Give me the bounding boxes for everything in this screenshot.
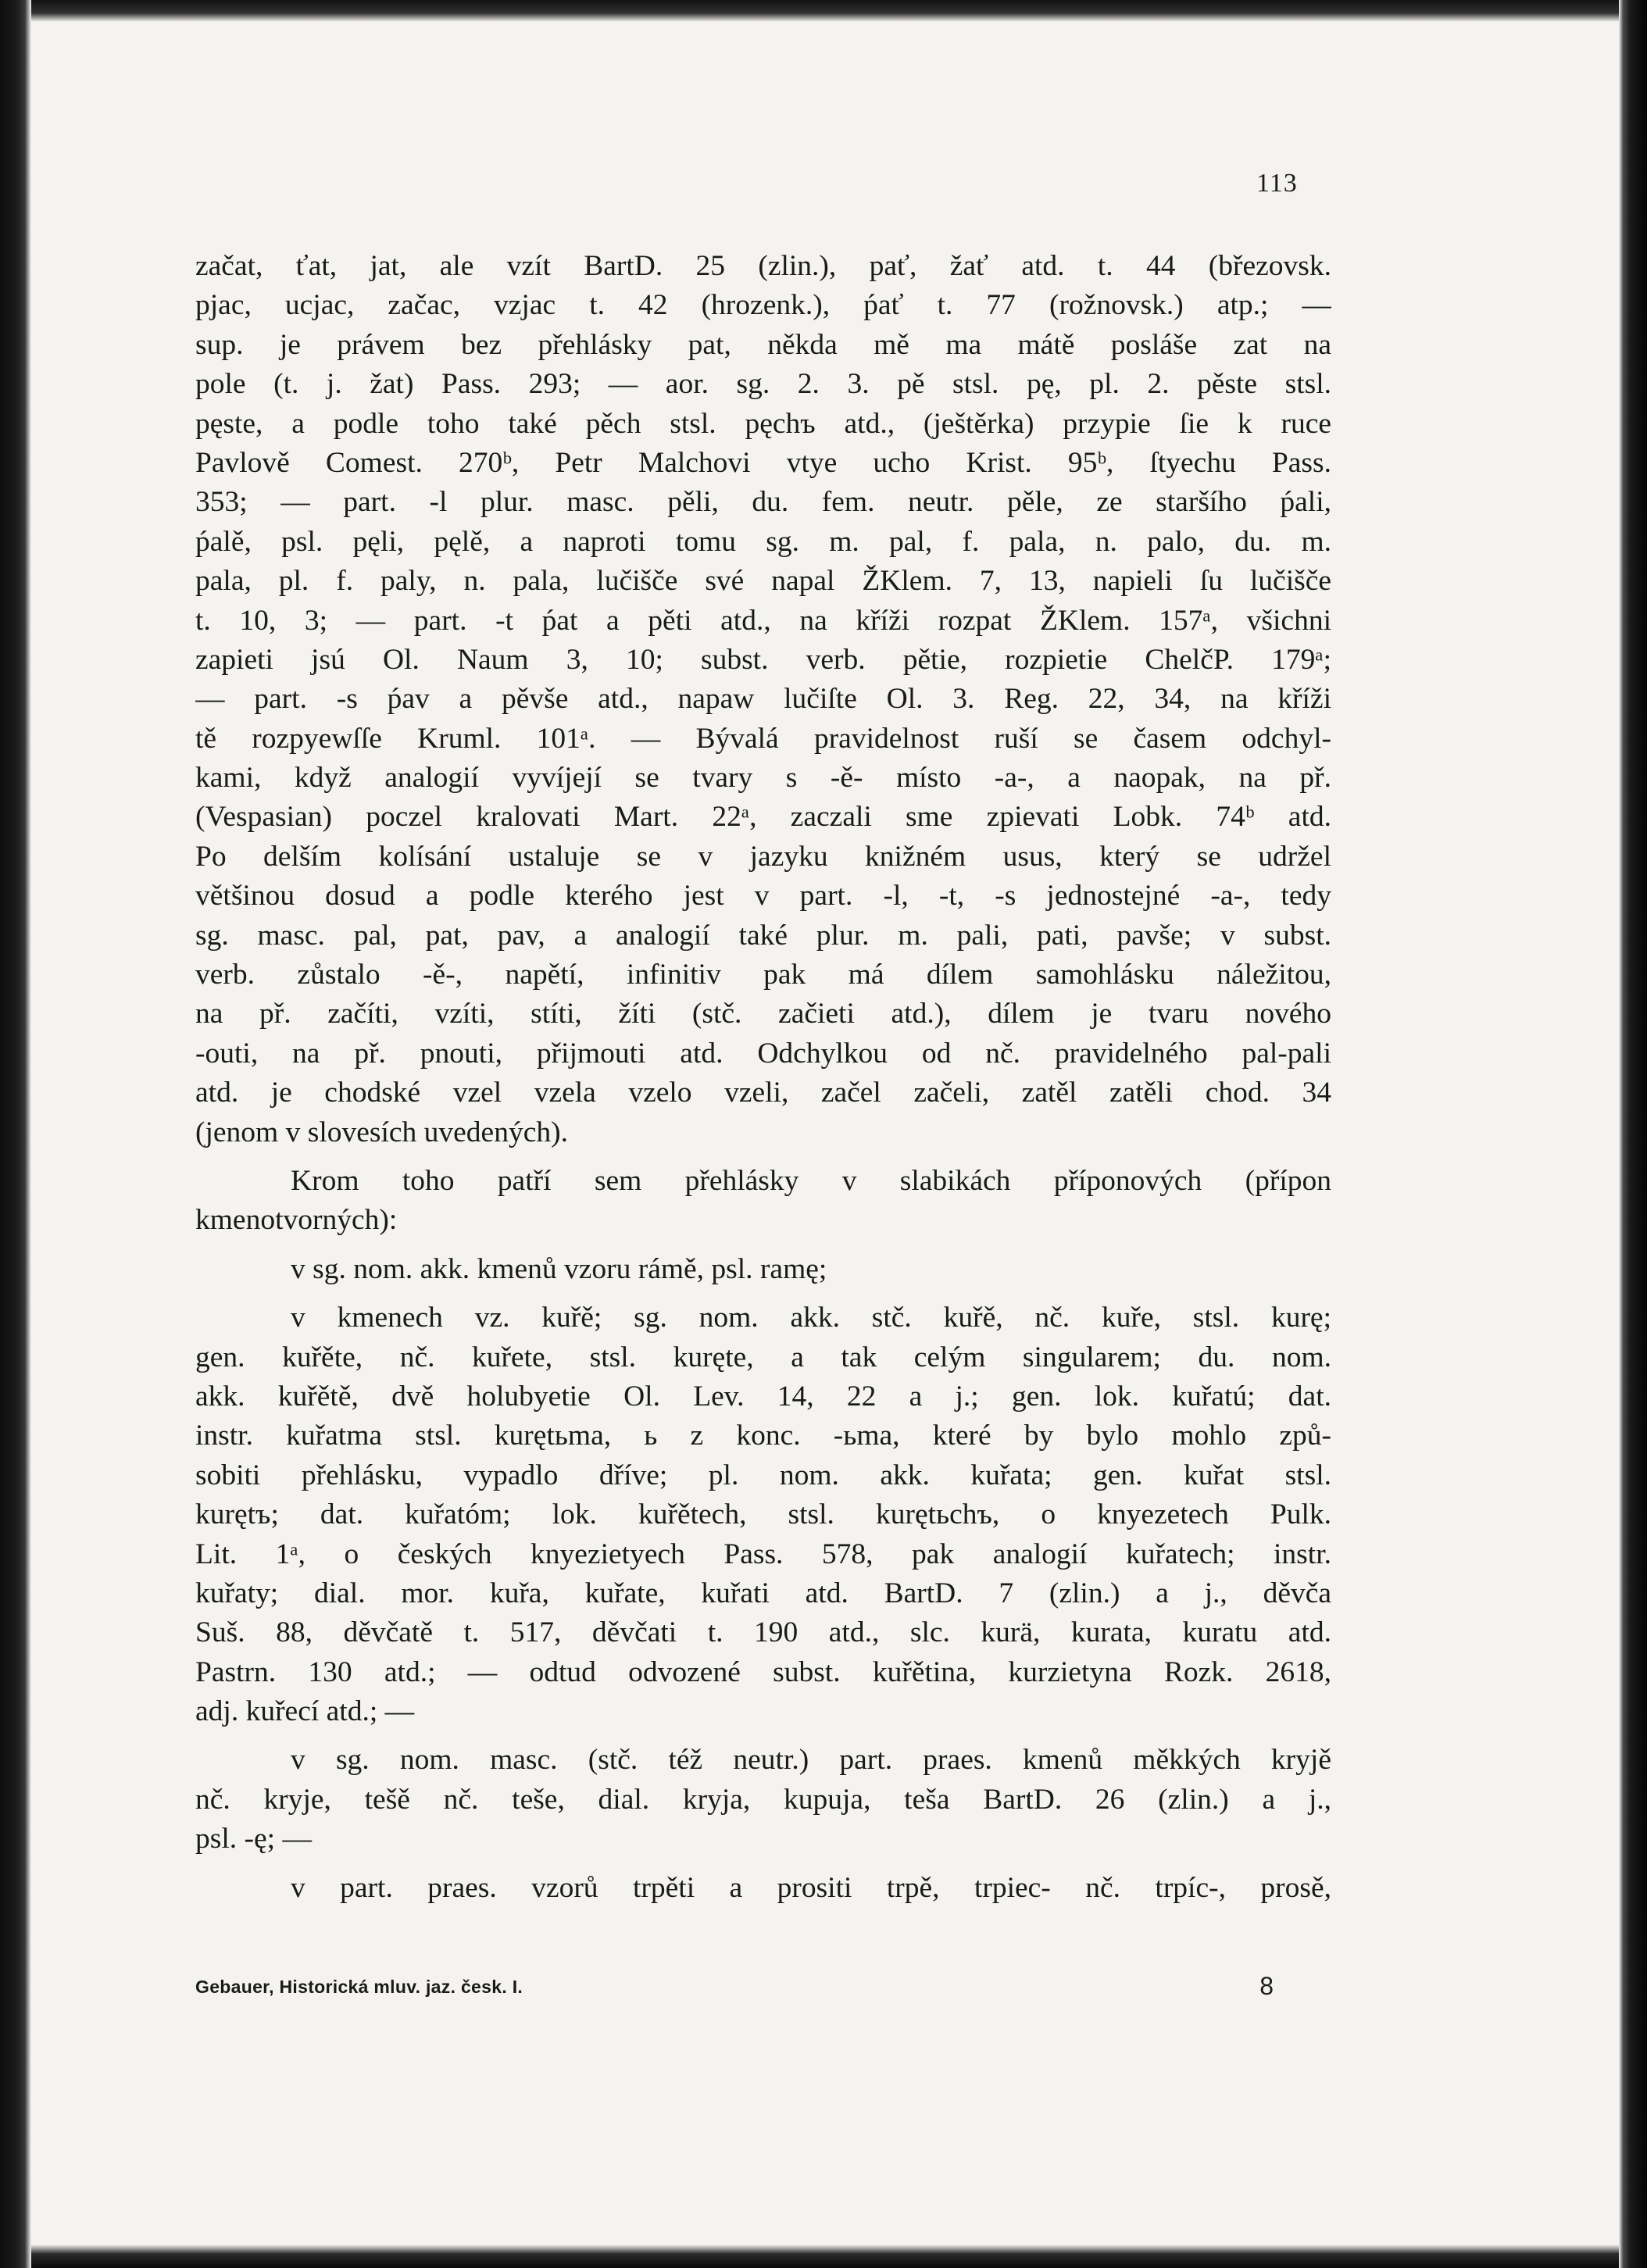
text-line: v part. praes. vzorů trpěti a prositi trpě, trpiec- nč. trpíc-, prosě, bbox=[291, 1871, 1331, 1904]
body-text bbox=[195, 247, 1331, 1908]
text-line: t. 10, 3; — part. -t ṕat a pěti atd., na kříži rozpat ŽKlem. 157ᵃ, všichni bbox=[195, 604, 1331, 637]
text-line: (jenom v slovesích uvedených). bbox=[195, 1116, 568, 1148]
footer-title: Gebauer, Historická mluv. jaz. česk. I. bbox=[195, 1977, 523, 1997]
text-line: začat, ťat, jat, ale vzít BartD. 25 (zlin.), pať, žať atd. t. 44 (březovsk. bbox=[195, 250, 1331, 282]
text-line: kmenotvorných): bbox=[195, 1204, 398, 1237]
text-line: Suš. 88, děvčatě t. 517, děvčati t. 190 atd., slc. kurä, kurata, kuratu atd. bbox=[195, 1616, 1331, 1649]
text-line: pjac, ucjac, začac, vzjac t. 42 (hrozenk.), ṕať t. 77 (rožnovsk.) atp.; — bbox=[195, 289, 1331, 322]
text-line: -outi, na př. pnouti, přijmouti atd. Odchylkou od nč. pravidelného pal-pali bbox=[195, 1037, 1331, 1070]
text-line: ṕalě, psl. pęli, pęlě, a naproti tomu sg. m. pal, f. pala, n. palo, du. m. bbox=[195, 525, 1331, 558]
signature-mark: 8 bbox=[1259, 1972, 1274, 2000]
text-line: sg. masc. pal, pat, pav, a analogií také plur. m. pali, pati, pavše; v subst. bbox=[195, 919, 1331, 952]
text-line: verb. zůstalo -ě-, napětí, infinitiv pak má dílem samohlásku náležitou, bbox=[195, 959, 1331, 991]
scan-edge-right bbox=[1619, 0, 1647, 2268]
text-line: nč. kryje, tešě nč. teše, dial. kryja, kupuja, teša BartD. 26 (zlin.) a j., bbox=[195, 1783, 1331, 1816]
scan-edge-top bbox=[0, 0, 1647, 22]
text-line: atd. je chodské vzel vzela vzelo vzeli, začel začeli, zatěl zatěli chod. 34 bbox=[195, 1077, 1331, 1109]
text-line: v sg. nom. masc. (stč. též neutr.) part. praes. kmenů měkkých kryjě bbox=[291, 1744, 1331, 1777]
text-line: zapieti jsú Ol. Naum 3, 10; subst. verb. pětie, rozpietie ChelčP. 179ᵃ; bbox=[195, 643, 1331, 676]
paragraph-gap bbox=[195, 1859, 1331, 1869]
paragraph-gap bbox=[195, 1731, 1331, 1741]
text-line: tě rozpyewſſe Kruml. 101ᵃ. — Bývalá pravidelnost ruší se časem odchyl- bbox=[195, 722, 1331, 755]
text-line: sobiti přehlásku, vypadlo dříve; pl. nom. akk. kuřata; gen. kuřat stsl. bbox=[195, 1459, 1331, 1491]
text-line: akk. kuřětě, dvě holubyetie Ol. Lev. 14, 22 a j.; gen. lok. kuřatú; dat. bbox=[195, 1380, 1331, 1413]
text-line: kurętъ; dat. kuřatóm; lok. kuřětech, stsl. kurętьchъ, o knyezetech Pulk. bbox=[195, 1498, 1331, 1531]
page-footer bbox=[195, 1972, 1331, 2003]
text-line: instr. kuřatma stsl. kurętьma, ь z konc. -ьma, které by bylo mohlo způ- bbox=[195, 1420, 1331, 1452]
text-line: pęste, a podle toho také pěch stsl. pęchъ atd., (ještěrka) przypie ſie k ruce bbox=[195, 407, 1331, 440]
text-line: Krom toho patří sem přehlásky v slabikách příponových (přípon bbox=[291, 1164, 1331, 1197]
text-line: Pavlově Comest. 270ᵇ, Petr Malchovi vtye ucho Krist. 95ᵇ, ſtyechu Pass. bbox=[195, 446, 1331, 479]
scan-edge-bottom bbox=[0, 2245, 1647, 2268]
text-line: Pastrn. 130 atd.; — odtud odvozené subst. kuřětina, kurzietyna Rozk. 2618, bbox=[195, 1655, 1331, 1688]
text-line: v kmenech vz. kuřě; sg. nom. akk. stč. kuřě, nč. kuře, stsl. kurę; bbox=[291, 1302, 1331, 1334]
text-line: kuřaty; dial. mor. kuřa, kuřate, kuřati atd. BartD. 7 (zlin.) a j., děvča bbox=[195, 1577, 1331, 1609]
text-line: na př. začíti, vzíti, stíti, žíti (stč. začieti atd.), dílem je tvaru nového bbox=[195, 998, 1331, 1030]
text-line: pole (t. j. žat) Pass. 293; — aor. sg. 2. 3. pě stsl. pę, pl. 2. pěste stsl. bbox=[195, 368, 1331, 401]
paragraph-gap bbox=[195, 1152, 1331, 1162]
text-line: Lit. 1ᵃ, o českých knyezietyech Pass. 578, pak analogií kuřatech; instr. bbox=[195, 1538, 1331, 1570]
text-line: Po delším kolísání ustaluje se v jazyku knižném usus, který se udržel bbox=[195, 840, 1331, 873]
text-line: psl. -ę; — bbox=[195, 1823, 312, 1855]
text-line: adj. kuřecí atd.; — bbox=[195, 1695, 415, 1728]
text-line: kami, když analogií vyvíjejí se tvary s -ě- místo -a-, a naopak, na př. bbox=[195, 762, 1331, 795]
text-line: pala, pl. f. paly, n. pala, lučišče své napal ŽKlem. 7, 13, napieli ſu lučišče bbox=[195, 565, 1331, 598]
text-line: sup. je právem bez přehlásky pat, někda mě ma mátě posláše zat na bbox=[195, 328, 1331, 361]
text-line: gen. kuřěte, nč. kuřete, stsl. kuręte, a tak celým singularem; du. nom. bbox=[195, 1341, 1331, 1373]
paragraph-gap bbox=[195, 1289, 1331, 1298]
page-number: 113 bbox=[1256, 169, 1298, 198]
text-line: 353; — part. -l plur. masc. pěli, du. fem. neutr. pěle, ze staršího ṕali, bbox=[195, 486, 1331, 519]
text-line: — part. -s ṕav a pěvše atd., napaw lučiſte Ol. 3. Reg. 22, 34, na kříži bbox=[195, 683, 1331, 716]
text-line: (Vespasian) poczel kralovati Mart. 22ᵃ, zaczali sme zpievati Lobk. 74ᵇ atd. bbox=[195, 801, 1331, 834]
text-line: v sg. nom. akk. kmenů vzoru rámě, psl. ramę; bbox=[291, 1252, 827, 1285]
paragraph-gap bbox=[195, 1241, 1331, 1250]
scan-edge-left bbox=[0, 0, 31, 2268]
text-line: většinou dosud a podle kterého jest v part. -l, -t, -s jednostejné -a-, tedy bbox=[195, 880, 1331, 913]
